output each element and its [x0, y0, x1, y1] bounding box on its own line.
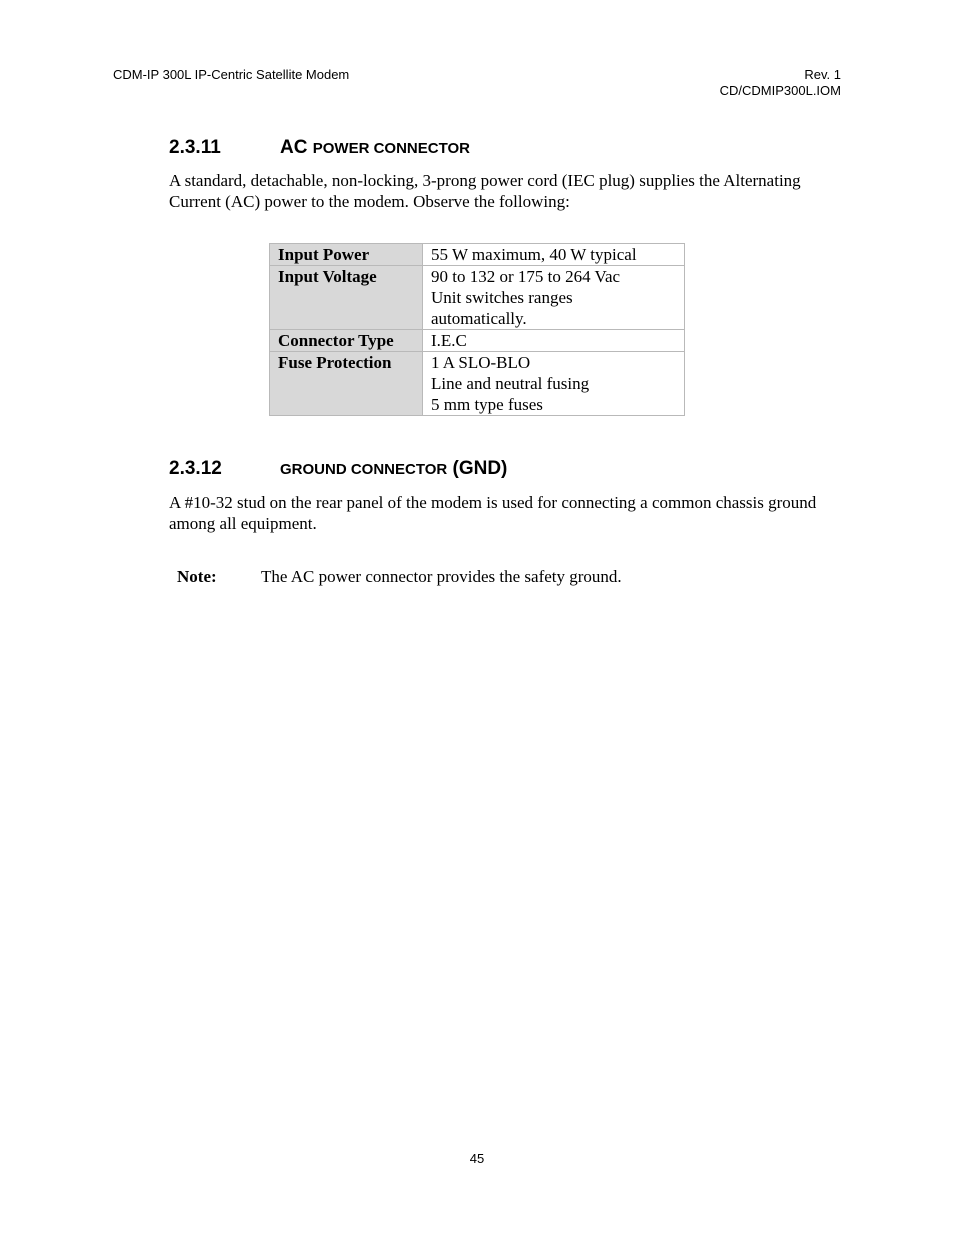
table-row	[270, 244, 685, 266]
ac-power-paragraph: A standard, detachable, non-locking, 3-prong power cord (IEC plug) supplies the Alternating Current (AC) power to the modem. Observe the following:	[169, 171, 801, 211]
note	[177, 566, 622, 587]
row-value	[423, 330, 685, 352]
table-row	[270, 352, 685, 416]
header-doc-title: CDM-IP 300L IP-Centric Satellite Modem	[113, 67, 350, 82]
note-label: Note:	[177, 567, 217, 586]
section-title-suffix: (GND)	[447, 458, 508, 479]
section-title-prefix: AC	[280, 137, 313, 158]
header-rev: Rev. 1	[804, 67, 841, 82]
note-text: The AC power connector provides the safety ground.	[261, 567, 622, 586]
row-value	[423, 266, 685, 330]
section-heading-ac-power	[169, 137, 470, 160]
row-label: Fuse Protection	[270, 352, 423, 416]
row-label: Connector Type	[270, 330, 423, 352]
value-line: 1 A SLO-BLO	[431, 353, 531, 372]
value-line: 5 mm type fuses	[431, 395, 543, 414]
section-heading-ground	[169, 458, 507, 481]
header-revision	[720, 67, 841, 99]
table-row	[270, 266, 685, 330]
section-title: GROUND CONNECTOR	[280, 461, 448, 478]
table-row	[270, 330, 685, 352]
value-line: automatically.	[431, 309, 527, 328]
row-value	[423, 244, 685, 266]
value-line: 90 to 132 or 175 to 264 Vac	[431, 267, 621, 286]
value-line: I.E.C	[431, 331, 467, 350]
value-line: 55 W maximum, 40 W typical	[431, 245, 637, 264]
value-line: Unit switches ranges	[431, 288, 573, 307]
page-number: 45	[469, 1151, 485, 1166]
row-label: Input Power	[270, 244, 423, 266]
row-value	[423, 352, 685, 416]
ground-paragraph: A #10-32 stud on the rear panel of the modem is used for connecting a common chassis ground among all equipment.	[169, 493, 817, 533]
section-title: POWER CONNECTOR	[312, 140, 470, 157]
row-label: Input Voltage	[270, 266, 423, 330]
power-spec-table	[269, 243, 685, 416]
header-doc-id: CD/CDMIP300L.IOM	[719, 83, 841, 98]
section-number: 2.3.12	[169, 458, 222, 479]
section-number: 2.3.11	[169, 137, 221, 158]
value-line: Line and neutral fusing	[431, 374, 590, 393]
